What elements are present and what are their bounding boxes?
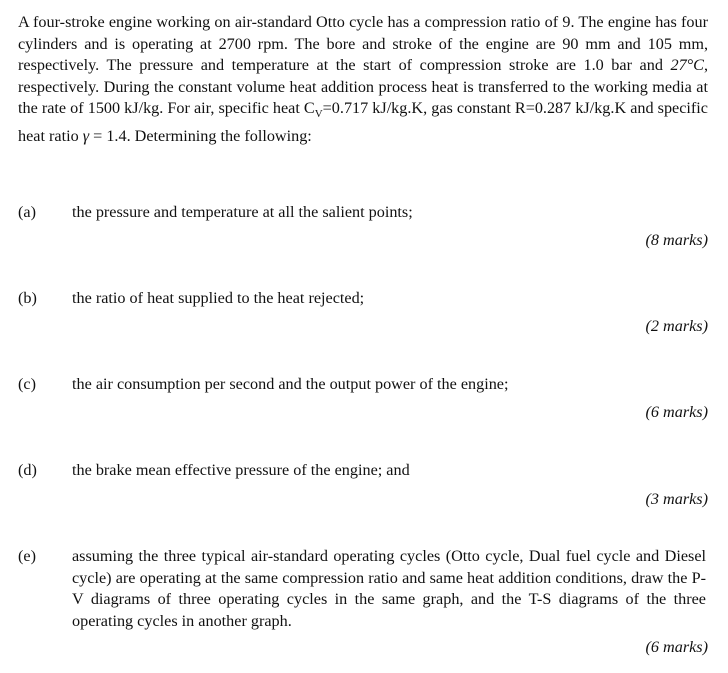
intro-part2: , respectively. During the constant volume heat addition process heat is transferred to the working media at the rate of 1500 kJ/kg. For air, specific heat C [18,56,708,118]
question-text: the air consumption per second and the output power of the engine; [72,375,509,393]
problem-statement [18,12,708,148]
cv-subscript: V [314,108,323,121]
marks-a: (8 marks) [645,231,708,249]
question-text: assuming the three typical air-standard operating cycles (Otto cycle, Dual fuel cycle and Diesel cycle) are operating at the same compression ratio and same heat addition conditions, draw the P-V diagrams of three operating cycles in the same graph, and the T-S diagrams of the three operating cycles in another graph. [72,547,706,630]
question-text: the brake mean effective pressure of the engine; and [72,461,410,479]
intro-temperature: 27°C [670,56,704,75]
intro-part4: = 1.4. Determining the following: [89,127,312,146]
marks-c: (6 marks) [645,403,708,421]
gamma-symbol: γ [82,127,90,146]
question-label: (e) [18,547,36,565]
question-label: (c) [18,375,36,393]
marks-e: (6 marks) [645,638,708,656]
intro-part1: A four-stroke engine working on air-standard Otto cycle has a compression ratio of 9. The engine has four cylinders and is operating at 2700 rpm. The bore and stroke of the engine are 90 mm and 105 mm, respectively. The pressure and temperature at the start of compression stroke are 1.0 bar and [18,13,708,75]
question-label: (d) [18,461,37,479]
question-text: the pressure and temperature at all the salient points; [72,203,413,221]
question-label: (b) [18,289,37,307]
question-label: (a) [18,203,36,221]
marks-b: (2 marks) [645,317,708,335]
question-text: the ratio of heat supplied to the heat rejected; [72,289,365,307]
marks-d: (3 marks) [645,490,708,508]
intro-part3: =0.717 kJ/kg.K, gas constant R=0.287 kJ/kg.K and specific heat ratio [18,99,708,146]
